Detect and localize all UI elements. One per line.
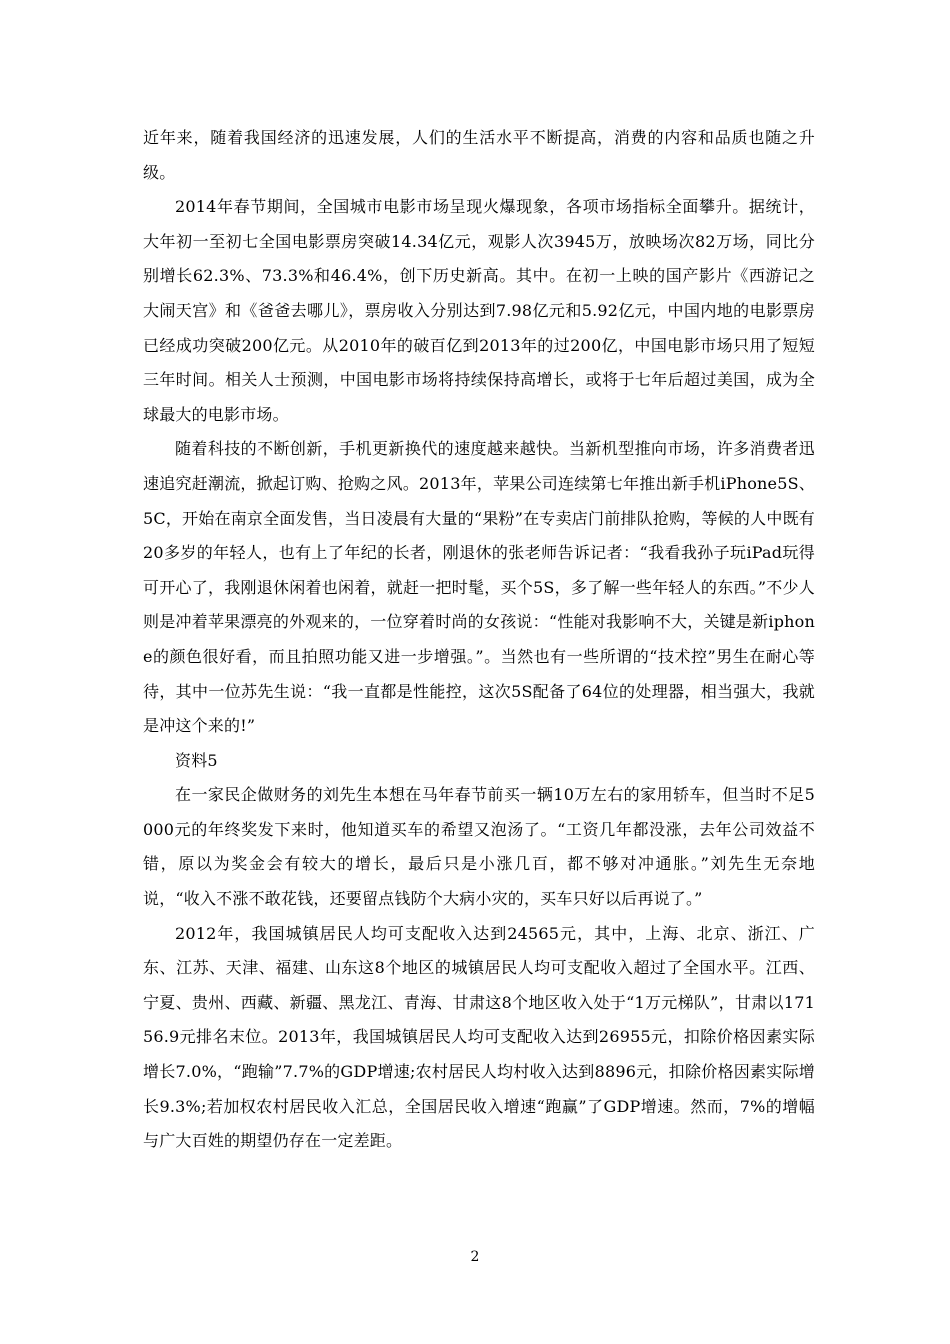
page-number: 2: [470, 1249, 480, 1265]
paragraph-film-market: 2014年春节期间，全国城市电影市场呈现火爆现象，各项市场指标全面攀升。据统计，大年初一至初七全国电影票房突破14.34亿元，观影人次3945万，放映场次82万场，同比分别增长62.3%、73.3%和46.4%，创下历史新高。其中。在初一上映的国产影片《西游记之大闹天宫》和《爸爸去哪儿》，票房收入分别达到7.98亿元和5.92亿元，中国内地的电影票房已经成功突破200亿元。从2010年的破百亿到2013年的过200亿，中国电影市场只用了短短三年时间。相关人士预测，中国电影市场将持续保持高增长，或将于七年后超过美国，成为全球最大的电影市场。: [143, 197, 815, 424]
paragraph-mr-liu: 在一家民企做财务的刘先生本想在马年春节前买一辆10万左右的家用轿车，但当时不足5000元的年终奖发下来时，他知道买车的希望又泡汤了。“工资几年都没涨，去年公司效益不错，原以为奖金会有较大的增长，最后只是小涨几百，都不够对冲通胀。”刘先生无奈地说，“收入不涨不敢花钱，还要留点钱防个大病小灾的，买车只好以后再说了。”: [143, 785, 815, 909]
body-text: [143, 121, 815, 1159]
paragraph-iphone-sales: 随着科技的不断创新，手机更新换代的速度越来越快。当新机型推向市场，许多消费者迅速追究赶潮流，掀起订购、抢购之风。2013年，苹果公司连续第七年推出新手机iPhone5S、5C，开始在南京全面发售，当日凌晨有大量的“果粉”在专卖店门前排队抢购，等候的人中既有20多岁的年轻人，也有上了年纪的长者，刚退休的张老师告诉记者：“我看我孙子玩iPad玩得可开心了，我刚退休闲着也闲着，就赶一把时髦，买个5S，多了解一些年轻人的东西。”不少人则是冲着苹果漂亮的外观来的，一位穿着时尚的女孩说：“性能对我影响不大，关键是新iphone的颜色很好看，而且拍照功能又进一步增强。”。当然也有一些所谓的“技术控”男生在耐心等待，其中一位苏先生说：“我一直都是性能控，这次5S配备了64位的处理器，相当强大，我就是冲这个来的!”: [143, 439, 815, 736]
paragraph-intro: 近年来，随着我国经济的迅速发展，人们的生活水平不断提高，消费的内容和品质也随之升级。: [143, 128, 815, 182]
paragraph-income-statistics: 2012年，我国城镇居民人均可支配收入达到24565元，其中，上海、北京、浙江、广东、江苏、天津、福建、山东这8个地区的城镇居民人均可支配收入超过了全国水平。江西、宁夏、贵州、西藏、新疆、黑龙江、青海、甘肃这8个地区收入处于“1万元梯队”，甘肃以17156.9元排名末位。2013年，我国城镇居民人均可支配收入达到26955元，扣除价格因素实际增长7.0%，“跑输”7.7%的GDP增速;农村居民人均村收入达到8896元，扣除价格因素实际增长9.3%;若加权农村居民收入汇总，全国居民收入增速“跑赢”了GDP增速。然而，7%的增幅与广大百姓的期望仍存在一定差距。: [143, 923, 815, 1151]
section-heading-material-5: 资料5: [175, 750, 218, 770]
